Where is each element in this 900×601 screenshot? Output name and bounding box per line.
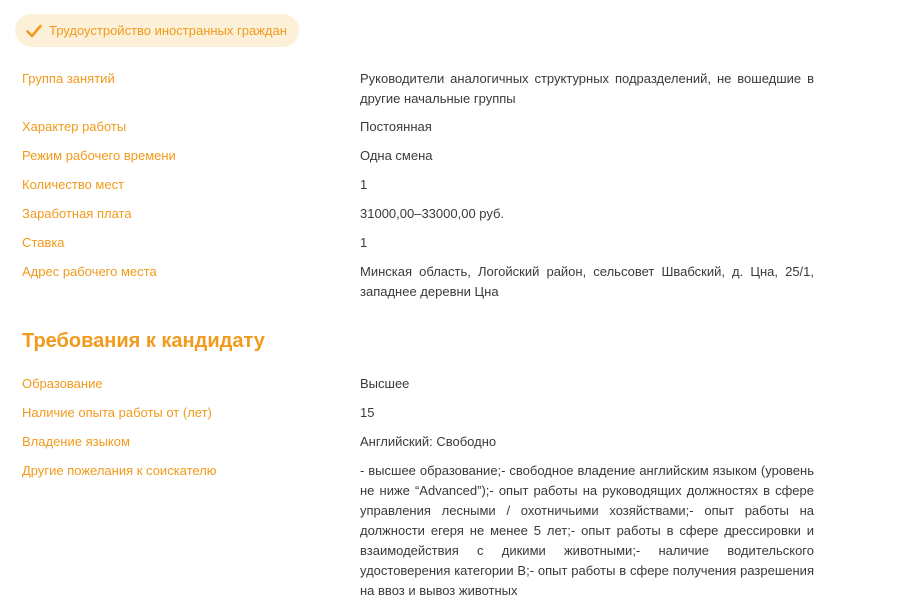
vacancy-details (22, 69, 822, 302)
detail-value: Минская область, Логойский район, сельсовет Швабский, д. Цна, 25/1, западнее деревни Цна (360, 264, 814, 299)
detail-value: Постоянная (360, 119, 432, 134)
requirement-label: Наличие опыта работы от (лет) (22, 405, 212, 420)
requirement-row-experience (22, 403, 822, 423)
detail-label: Режим рабочего времени (22, 148, 176, 163)
detail-value: Одна смена (360, 148, 433, 163)
foreign-employment-badge (15, 14, 299, 47)
requirement-value: 15 (360, 405, 375, 420)
requirement-label: Образование (22, 376, 103, 391)
requirement-label: Владение языком (22, 434, 130, 449)
check-icon (25, 22, 43, 40)
detail-row-work-type (22, 117, 822, 137)
detail-value: 1 (360, 177, 368, 192)
requirement-row-other-wishes (22, 461, 822, 601)
detail-label: Характер работы (22, 119, 127, 134)
requirement-value: Высшее (360, 376, 410, 391)
requirement-label: Другие пожелания к соискателю (22, 463, 217, 478)
detail-label: Ставка (22, 235, 65, 250)
requirement-row-education (22, 374, 822, 394)
detail-row-salary (22, 204, 822, 224)
requirement-value: - высшее образование;- свободное владение английским языком (уровень не ниже “Advanced”);- опыт работы на руководящих должностях в сфере управления лесными / охотничьими хозяйствами;- опыт работы на должности егеря не менее 5 лет;- опыт работы в сфере дрессировки и взаимодействия с дикими животными;- наличие водительского удостоверения категории B;- опыт работы в сфере получения разрешения на ввоз и вывоз животных (360, 463, 814, 598)
detail-row-rate (22, 233, 822, 253)
requirements-heading: Требования к кандидату (22, 330, 265, 352)
detail-row-schedule (22, 146, 822, 166)
requirement-value: Английский: Свободно (360, 434, 497, 449)
requirements-details (22, 374, 822, 601)
detail-row-positions-count (22, 175, 822, 195)
detail-value: 1 (360, 235, 368, 250)
badge-label: Трудоустройство иностранных граждан (49, 23, 287, 38)
detail-label: Заработная плата (22, 206, 132, 221)
detail-label: Количество мест (22, 177, 125, 192)
detail-value: Руководители аналогичных структурных подразделений, не вошедшие в другие начальные группы (360, 71, 814, 106)
requirement-row-language (22, 432, 822, 452)
detail-row-work-address (22, 262, 822, 302)
detail-row-occupation-group (22, 69, 822, 109)
detail-label: Группа занятий (22, 71, 115, 86)
detail-value: 31000,00–33000,00 руб. (360, 206, 505, 221)
detail-label: Адрес рабочего места (22, 264, 157, 279)
